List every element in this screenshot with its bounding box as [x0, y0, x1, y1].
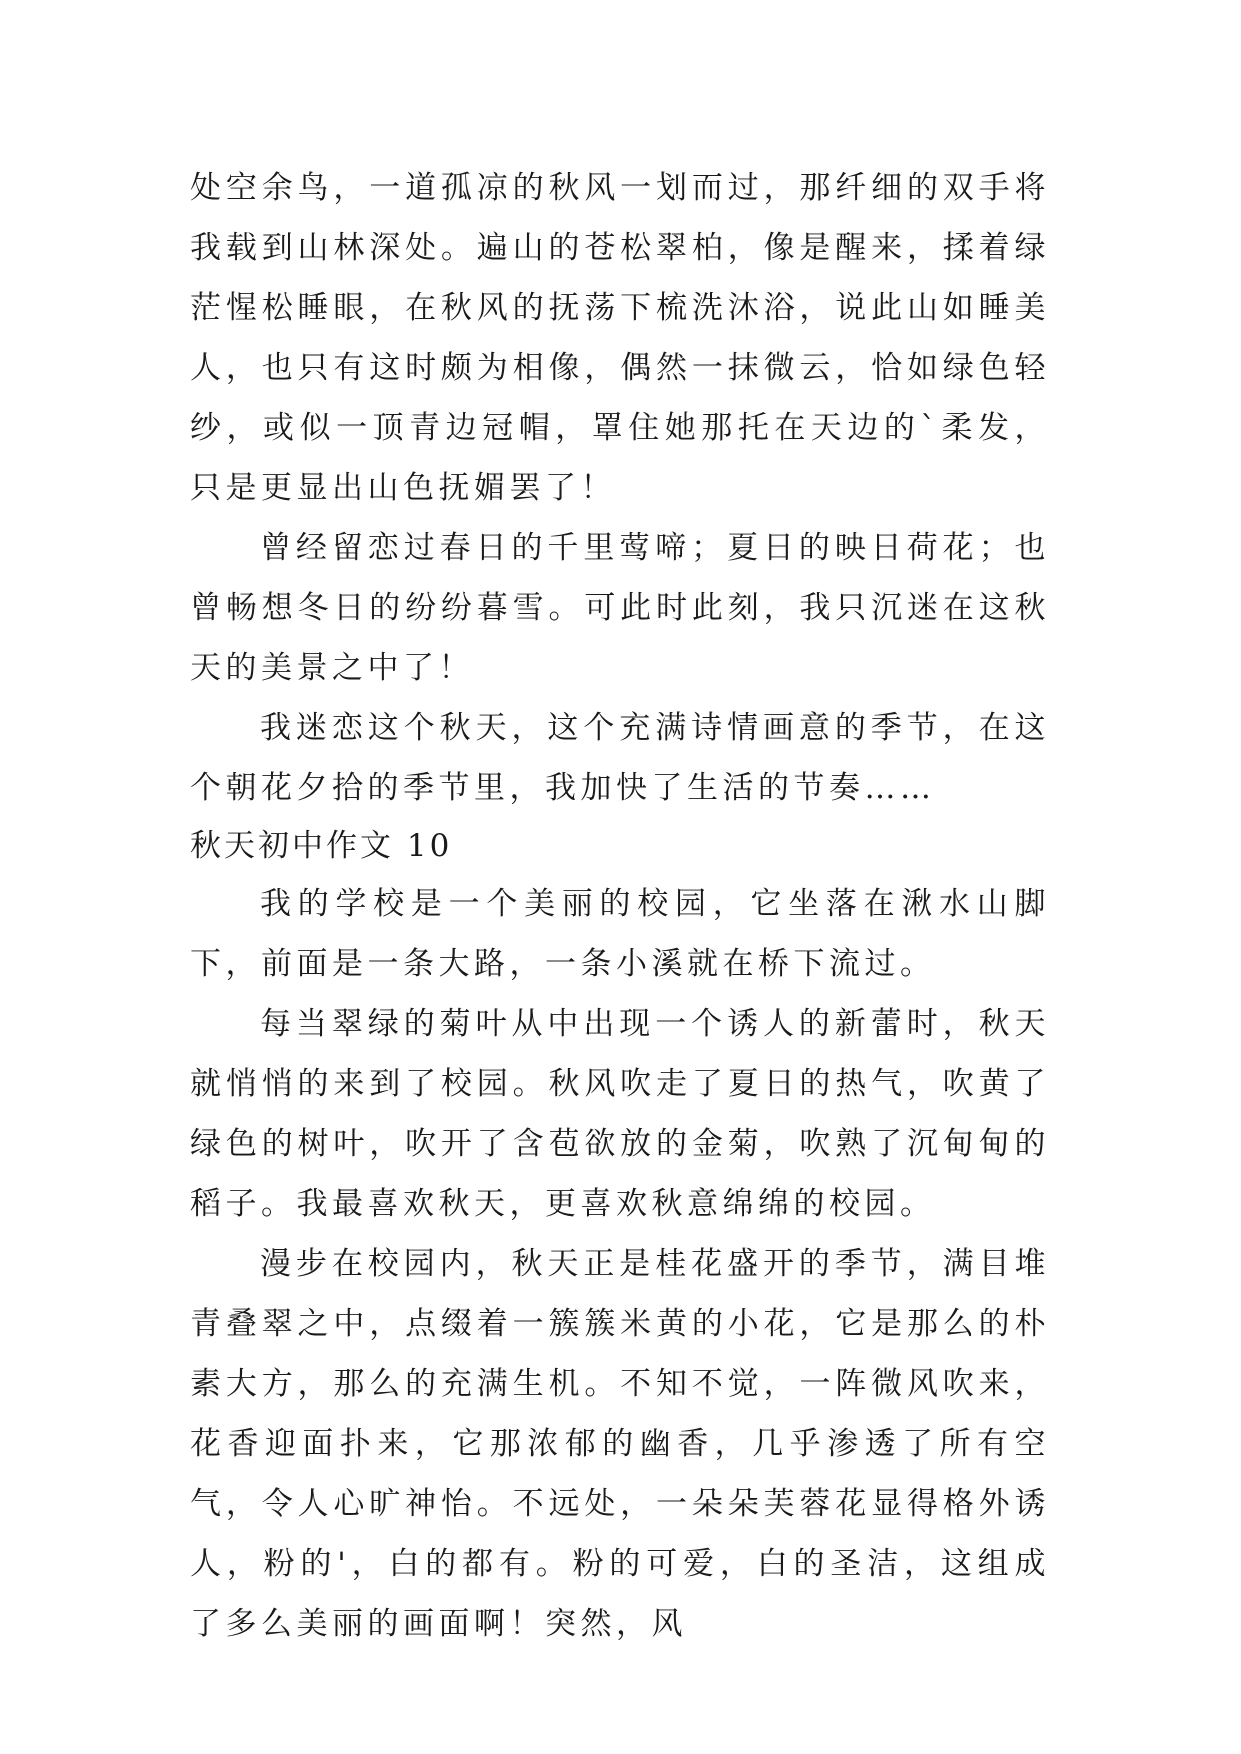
section-title: 秋天初中作文 10: [190, 828, 453, 864]
paragraph: 处空余鸟，一道孤凉的秋风一划而过，那纤细的双手将我载到山林深处。遍山的苍松翠柏，像是醒来，揉着绿茫惺松睡眼，在秋风的抚荡下梳洗沐浴，说此山如睡美人，也只有这时颇为相像，偶然一抹微云，恰如绿色轻纱，或似一顶青边冠帽，罩住她那托在天边的`柔发，只是更显出山色抚媚罢了！: [190, 170, 1050, 506]
paragraph: 每当翠绿的菊叶从中出现一个诱人的新蕾时，秋天就悄悄的来到了校园。秋风吹走了夏日的热气，吹黄了绿色的树叶，吹开了含苞欲放的金菊，吹熟了沉甸甸的稻子。我最喜欢秋天，更喜欢秋意绵绵的校园。: [190, 1006, 1050, 1222]
document-body: [190, 158, 1050, 1654]
paragraph: 漫步在校园内，秋天正是桂花盛开的季节，满目堆青叠翠之中，点缀着一簇簇米黄的小花，它是那么的朴素大方，那么的充满生机。不知不觉，一阵微风吹来，花香迎面扑来，它那浓郁的幽香，几乎渗透了所有空气，令人心旷神怡。不远处，一朵朵芙蓉花显得格外诱人，粉的'，白的都有。粉的可爱，白的圣洁，这组成了多么美丽的画面啊！突然，风: [190, 1246, 1050, 1642]
paragraph: 我的学校是一个美丽的校园，它坐落在湫水山脚下，前面是一条大路，一条小溪就在桥下流过。: [190, 886, 1050, 982]
paragraph: 我迷恋这个秋天，这个充满诗情画意的季节，在这个朝花夕拾的季节里，我加快了生活的节奏……: [190, 710, 1050, 806]
paragraph: 曾经留恋过春日的千里莺啼；夏日的映日荷花；也曾畅想冬日的纷纷暮雪。可此时此刻，我只沉迷在这秋天的美景之中了！: [190, 530, 1050, 686]
